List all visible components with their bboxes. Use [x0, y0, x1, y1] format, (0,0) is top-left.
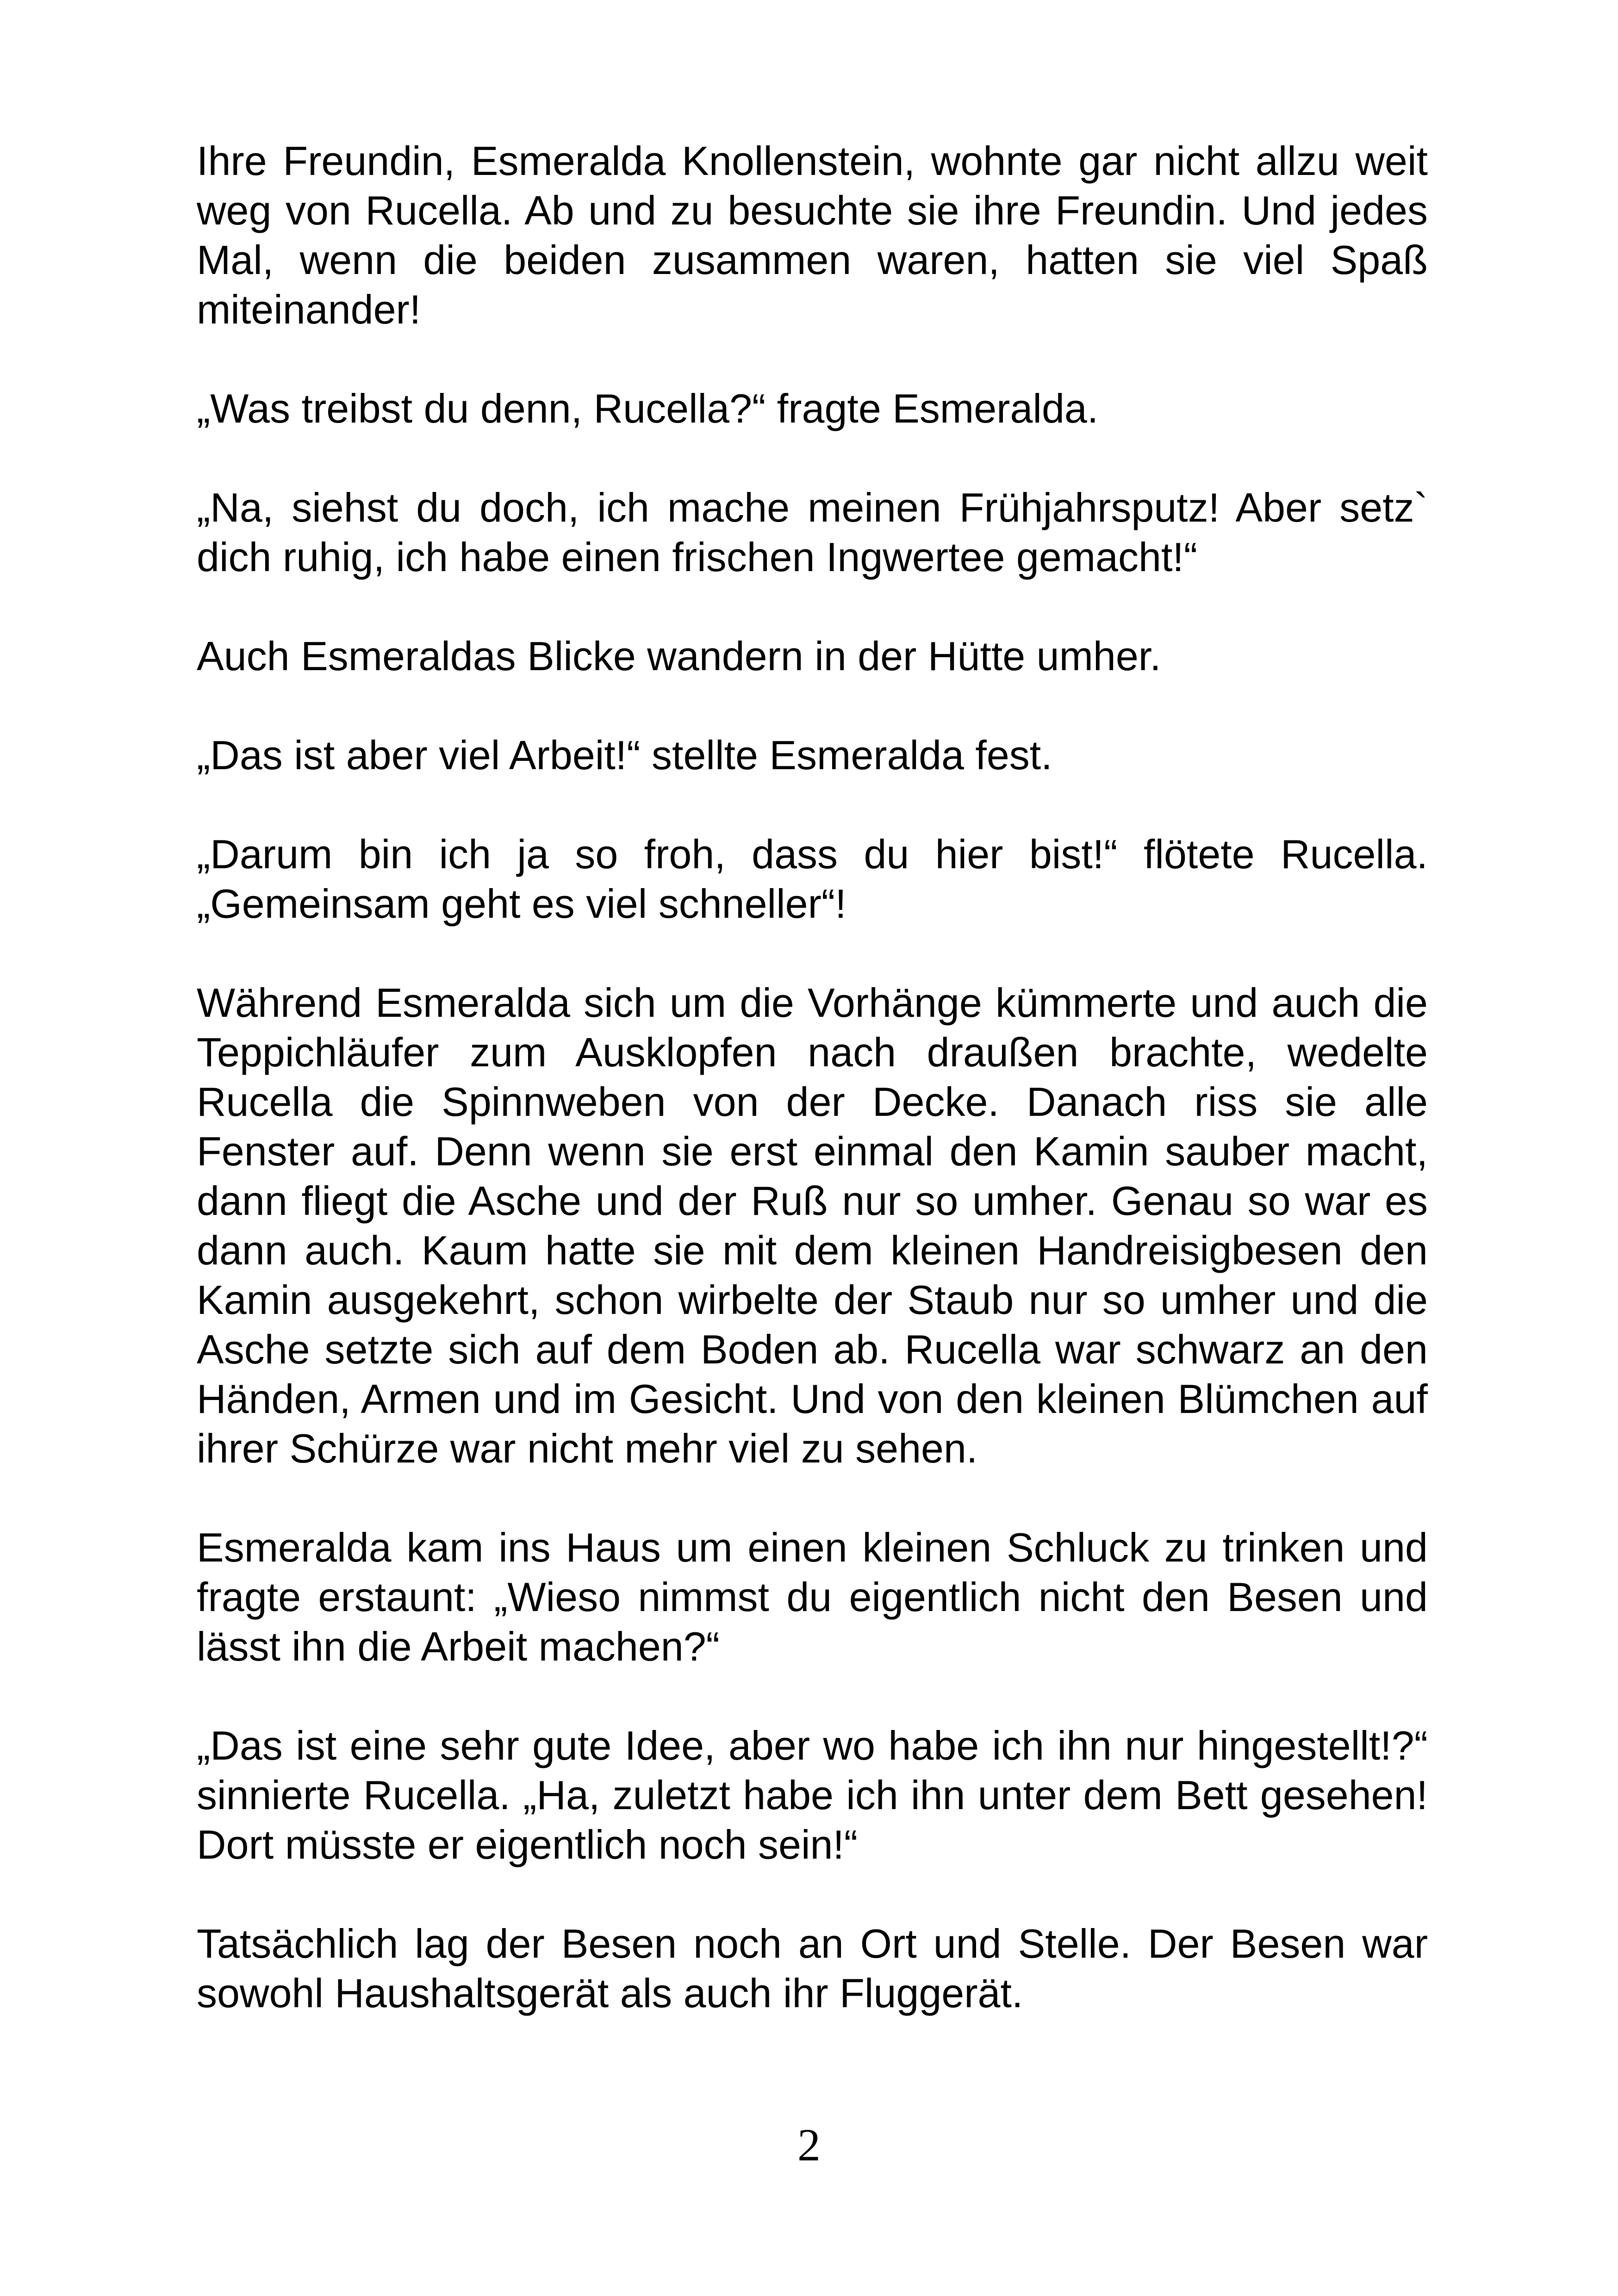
paragraph: „Darum bin ich ja so froh, dass du hier bist!“ flötete Rucella. „Gemeinsam geht es viel schneller“!: [197, 831, 1428, 927]
paragraph: Während Esmeralda sich um die Vorhänge kümmerte und auch die Teppichläufer zum Ausklopfen nach draußen brachte, wedelte Rucella die Spinnweben von der Decke. Danach riss sie alle Fenster auf. Denn wenn sie erst einmal den Kamin sauber macht, dann fliegt die Asche und der Ruß nur so umher. Genau so war es dann auch. Kaum hatte sie mit dem kleinen Handreisigbesen den Kamin ausgekehrt, schon wirbelte der Staub nur so umher und die Asche setzte sich auf dem Boden ab. Rucella war schwarz an den Händen, Armen und im Gesicht. Und von den kleinen Blümchen auf ihrer Schürze war nicht mehr viel zu sehen.: [197, 980, 1428, 1471]
paragraph: Esmeralda kam ins Haus um einen kleinen Schluck zu trinken und fragte erstaunt: „Wieso nimmst du eigentlich nicht den Besen und lässt ihn die Arbeit machen?“: [197, 1524, 1428, 1669]
body-text: [197, 136, 1428, 2067]
paragraph: Tatsächlich lag der Besen noch an Ort und Stelle. Der Besen war sowohl Haushaltsgerät als auch ihr Fluggerät.: [197, 1921, 1428, 2016]
page-number: 2: [797, 2119, 821, 2171]
paragraph: „Was treibst du denn, Rucella?“ fragte Esmeralda.: [197, 386, 1099, 431]
paragraph: Auch Esmeraldas Blicke wandern in der Hütte umher.: [197, 633, 1161, 679]
paragraph: „Das ist eine sehr gute Idee, aber wo habe ich ihn nur hingestellt!?“ sinnierte Rucella. „Ha, zuletzt habe ich ihn unter dem Bett gesehen! Dort müsste er eigentlich noch sein!“: [197, 1723, 1428, 1867]
paragraph: Ihre Freundin, Esmeralda Knollenstein, wohnte gar nicht allzu weit weg von Rucella. Ab und zu besuchte sie ihre Freundin. Und jedes Mal, wenn die beiden zusammen waren, hatten sie viel Spaß miteinander!: [197, 138, 1428, 332]
paragraph: „Na, siehst du doch, ich mache meinen Frühjahrsputz! Aber setz` dich ruhig, ich habe einen frischen Ingwertee gemacht!“: [197, 485, 1428, 580]
paragraph: „Das ist aber viel Arbeit!“ stellte Esmeralda fest.: [197, 732, 1052, 778]
